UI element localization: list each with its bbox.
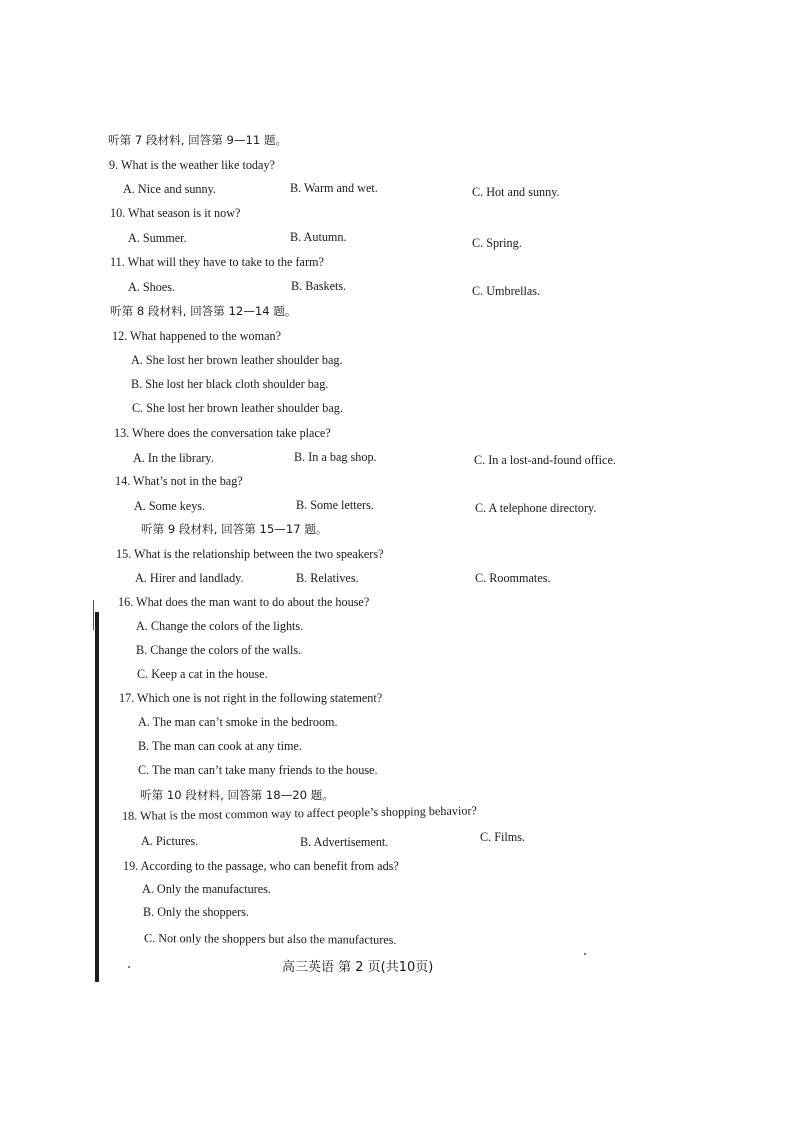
option-a: A. Some keys. — [134, 499, 206, 513]
question-stem: 13. Where does the conversation take place? — [114, 426, 331, 440]
option-c: C. A telephone directory. — [475, 501, 597, 515]
option-c: C. Not only the shoppers but also the manufactures. — [143, 931, 397, 947]
question-stem: 19. According to the passage, who can benefit from ads? — [123, 859, 399, 873]
scan-margin-mark — [93, 600, 94, 630]
option-b: B. Only the shoppers. — [143, 905, 249, 919]
option-c: C. The man can’t take many friends to the house. — [138, 763, 378, 777]
option-c: C. Films. — [480, 830, 526, 844]
option-b: B. Baskets. — [291, 279, 347, 293]
option-b: B. She lost her black cloth shoulder bag. — [131, 377, 329, 391]
option-a: A. Pictures. — [141, 834, 199, 848]
question-stem: 16. What does the man want to do about the house? — [118, 595, 370, 609]
option-a: A. Only the manufactures. — [142, 882, 271, 896]
question-stem: 14. What’s not in the bag? — [115, 474, 243, 488]
option-c: C. Hot and sunny. — [472, 185, 560, 199]
option-b: B. Some letters. — [296, 498, 374, 512]
question-stem: 10. What season is it now? — [110, 206, 241, 220]
question-stem: 11. What will they have to take to the farm? — [110, 255, 324, 269]
option-a: A. Hirer and landlady. — [135, 571, 244, 585]
section-heading: 听第 7 段材料, 回答第 9—11 题。 — [108, 133, 288, 147]
option-c: C. Roommates. — [475, 571, 551, 585]
question-stem: 18. What is the most common way to affect people’s shopping behavior? — [121, 803, 478, 823]
option-b: B. Relatives. — [296, 571, 359, 585]
option-c: C. She lost her brown leather shoulder bag. — [132, 401, 343, 415]
question-stem: 15. What is the relationship between the two speakers? — [116, 547, 384, 561]
question-stem: 12. What happened to the woman? — [112, 329, 281, 343]
option-a: A. In the library. — [133, 451, 214, 465]
scan-speck — [584, 953, 586, 955]
option-a: A. Shoes. — [128, 280, 176, 294]
option-b: B. Advertisement. — [300, 835, 389, 849]
option-b: B. The man can cook at any time. — [138, 739, 302, 753]
option-a: A. She lost her brown leather shoulder bag. — [131, 353, 343, 367]
question-stem: 9. What is the weather like today? — [109, 158, 275, 172]
option-a: A. Summer. — [128, 231, 187, 245]
option-c: C. Spring. — [472, 236, 522, 250]
option-c: C. In a lost-and-found office. — [474, 453, 616, 467]
option-c: C. Umbrellas. — [472, 284, 541, 298]
scan-binding-edge — [95, 612, 99, 982]
section-heading: 听第 9 段材料, 回答第 15—17 题。 — [141, 522, 328, 536]
option-a: A. The man can’t smoke in the bedroom. — [138, 715, 338, 729]
section-heading: 听第 8 段材料, 回答第 12—14 题。 — [110, 304, 297, 318]
question-stem: 17. Which one is not right in the following statement? — [119, 691, 383, 705]
page-footer: 高三英语 第 2 页(共10页) — [282, 960, 434, 975]
section-heading: 听第 10 段材料, 回答第 18—20 题。 — [140, 788, 334, 802]
option-b: B. In a bag shop. — [294, 450, 377, 464]
option-b: B. Change the colors of the walls. — [136, 643, 302, 657]
option-a: A. Change the colors of the lights. — [136, 619, 304, 633]
scan-speck — [128, 966, 130, 968]
option-b: B. Autumn. — [290, 230, 347, 244]
option-a: A. Nice and sunny. — [123, 182, 216, 196]
option-b: B. Warm and wet. — [290, 181, 378, 195]
option-c: C. Keep a cat in the house. — [137, 667, 268, 681]
